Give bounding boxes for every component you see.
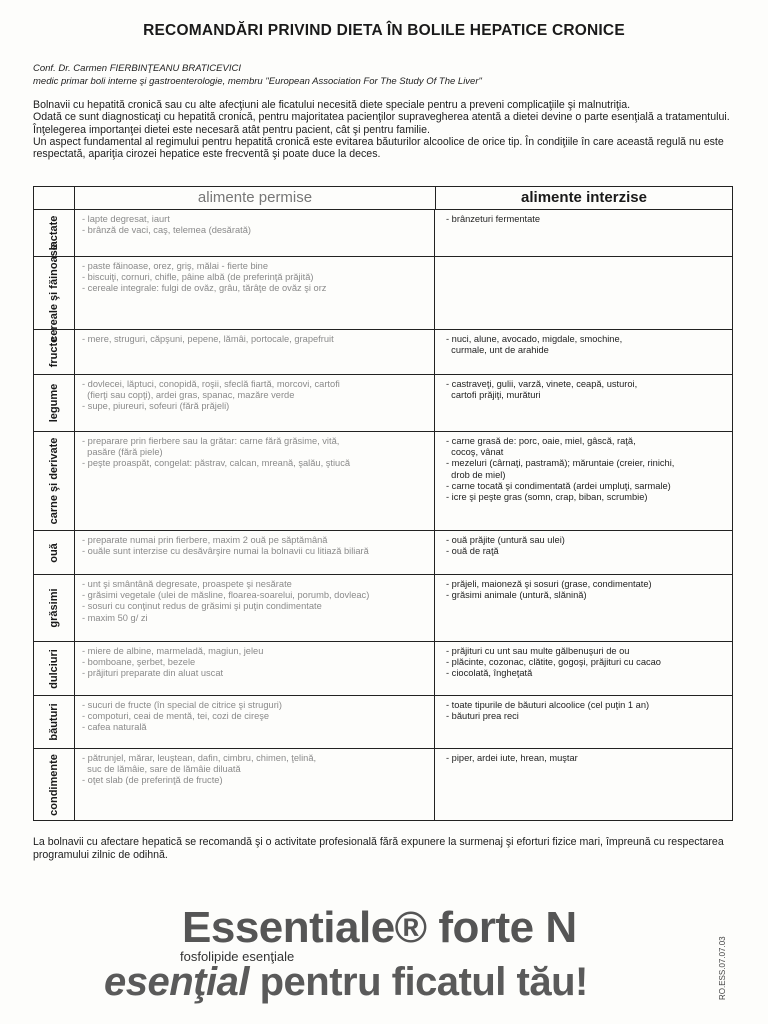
author-block (33, 62, 482, 88)
brand-tagline (104, 960, 588, 1005)
allowed-item: - mere, struguri, căpşuni, pepene, lămâi, portocale, grapefruit (82, 334, 334, 344)
category-cell (34, 432, 75, 530)
table-row (34, 575, 732, 642)
author-role: medic primar boli interne şi gastroenterologie, membru "European Association For The Study Of The Liver" (33, 76, 482, 87)
category-cell (34, 531, 75, 574)
diet-table (33, 186, 733, 821)
allowed-item: - pătrunjel, mărar, leuştean, dafin, cimbru, chimen, ţelină, (82, 753, 317, 763)
brand-subtitle: fosfolipide esenţiale (180, 949, 295, 964)
forbidden-item: - grăsimi animale (untură, slănină) (446, 590, 587, 601)
allowed-item: - oţet slab (de preferinţă de fructe) (82, 775, 223, 786)
allowed-item: - brânză de vaci, caş, telemea (desărată) (82, 225, 251, 236)
forbidden-cell (435, 531, 732, 574)
header-forbidden: alimente interzise (521, 189, 647, 206)
intro-paragraph: Odată ce sunt diagnosticaţi cu hepatită cronică, pentru majoritatea pacienţilor supravegherea atentă a dietei devine o parte esenţială a tratamentului. Înţelegerea importanţei dietei este necesară atât pentru pacient, cât şi pentru familie. (33, 111, 730, 136)
category-cell (34, 696, 75, 748)
allowed-item: suc de lămâie, sare de lămâie diluată (82, 764, 241, 775)
brand-name: Essentiale® forte N (182, 903, 577, 952)
forbidden-cell (435, 575, 732, 641)
forbidden-item: - icre şi peşte gras (somn, crap, biban, scrumbie) (446, 492, 648, 503)
forbidden-cell (435, 210, 732, 256)
allowed-cell (75, 330, 435, 374)
forbidden-item: drob de miel) (446, 469, 506, 480)
allowed-cell (75, 696, 435, 748)
category-cell (34, 749, 75, 820)
category-label: lactate (48, 215, 60, 251)
forbidden-item: - băuturi prea reci (446, 711, 519, 722)
allowed-item: (fierţi sau copţi), ardei gras, spanac, mazăre verde (82, 390, 295, 401)
allowed-item: - grăsimi vegetale (ulei de măsline, floarea-soarelui, porumb, dovleac) (82, 590, 370, 601)
category-label: grăsimi (48, 588, 60, 628)
table-row (34, 432, 732, 531)
allowed-cell (75, 749, 435, 820)
allowed-item: - preparate numai prin fierbere, maxim 2 ouă pe săptămână (82, 535, 328, 545)
forbidden-item: - ouă de raţă (446, 546, 499, 557)
allowed-item: - sosuri cu conţinut redus de grăsimi şi puţin condimentate (82, 601, 322, 612)
table-row (34, 531, 732, 575)
allowed-item: - bomboane, şerbet, bezele (82, 657, 196, 668)
forbidden-item: - carne grasă de: porc, oaie, miel, gâscă, raţă, (446, 436, 636, 446)
forbidden-item: cartofi prăjiţi, murături (446, 390, 541, 401)
allowed-cell (75, 432, 435, 530)
category-label: condimente (48, 753, 60, 816)
forbidden-item: - toate tipurile de băuturi alcoolice (cel puţin 1 an) (446, 700, 650, 710)
table-row (34, 642, 732, 696)
allowed-cell (75, 375, 435, 431)
allowed-item: pasăre (fără piele) (82, 447, 163, 458)
category-label: carne şi derivate (48, 437, 60, 525)
document-title: RECOMANDĂRI PRIVIND DIETA ÎN BOLILE HEPATICE CRONICE (143, 22, 625, 39)
allowed-cell (75, 210, 435, 256)
table-row (34, 696, 732, 749)
category-cell (34, 375, 75, 431)
allowed-item: - maxim 50 g/ zi (82, 612, 148, 623)
allowed-item: - biscuiţi, cornuri, chifle, pâine albă (de preferinţă prăjită) (82, 272, 314, 283)
allowed-item: - sucuri de fructe (în special de citrice şi struguri) (82, 700, 282, 710)
table-row (34, 375, 732, 432)
allowed-item: - prăjituri preparate din aluat uscat (82, 668, 224, 679)
forbidden-cell (435, 749, 732, 820)
header-category-cell (34, 187, 75, 209)
forbidden-item: - mezeluri (cârnaţi, pastramă); măruntaie (creier, rinichi, (446, 458, 675, 469)
forbidden-item: - ouă prăjite (untură sau ulei) (446, 535, 565, 545)
category-label: cereale şi făinoase (48, 244, 60, 342)
forbidden-cell (435, 642, 732, 695)
forbidden-item: curmale, unt de arahide (446, 345, 549, 356)
allowed-item: - lapte degresat, iaurt (82, 214, 170, 224)
table-row (34, 210, 732, 257)
allowed-item: - miere de albine, marmeladă, magiun, jeleu (82, 646, 264, 656)
forbidden-item: - prăjeli, maioneză şi sosuri (grase, condimentate) (446, 579, 652, 589)
closing-text: La bolnavii cu afectare hepatică se recomandă şi o activitate profesională fără expunere la surmenaj şi eforturi fizice mari, împreună cu respectarea programului zilnic de odihnă. (33, 836, 724, 861)
allowed-item: - preparare prin fierbere sau la grătar: carne fără grăsime, vită, (82, 436, 340, 446)
allowed-item: - peşte proaspăt, congelat: păstrav, calcan, mreană, şalău, ştiucă (82, 458, 351, 469)
forbidden-item: - piper, ardei iute, hrean, muştar (446, 753, 578, 763)
forbidden-item: - plăcinte, cozonac, clătite, gogoşi, prăjituri cu cacao (446, 657, 661, 668)
category-cell (34, 244, 75, 342)
author-name: Conf. Dr. Carmen FIERBINŢEANU BRATICEVICI (33, 63, 241, 74)
forbidden-item: - ciocolată, îngheţată (446, 668, 533, 679)
forbidden-item: - carne tocată şi condimentată (ardei umpluţi, sarmale) (446, 480, 671, 491)
category-label: legume (48, 383, 60, 423)
category-label: fructe (48, 336, 60, 368)
category-cell (34, 330, 75, 374)
allowed-item: - ouăle sunt interzise cu desăvârşire numai la bolnavii cu litiază biliară (82, 546, 369, 557)
table-row (34, 330, 732, 375)
forbidden-item: - prăjituri cu unt sau multe gălbenuşuri de ou (446, 646, 630, 656)
forbidden-cell (435, 696, 732, 748)
forbidden-cell (435, 432, 732, 530)
allowed-cell (75, 575, 435, 641)
category-label: băuturi (48, 703, 60, 741)
forbidden-cell (435, 375, 732, 431)
category-cell (34, 642, 75, 695)
allowed-item: - paste făinoase, orez, griş, mălai - fierte bine (82, 261, 269, 271)
forbidden-item: - brânzeturi fermentate (446, 214, 541, 224)
category-cell (34, 575, 75, 641)
allowed-item: - cafea naturală (82, 722, 147, 733)
allowed-item: - dovlecei, lăptuci, conopidă, roşii, sfeclă fiartă, morcovi, cartofi (82, 379, 340, 389)
table-row (34, 749, 732, 820)
allowed-item: - compoturi, ceai de mentă, tei, cozi de cireşe (82, 711, 270, 722)
intro-paragraph: Un aspect fundamental al regimului pentru hepatită cronică este evitarea băuturilor alcoolice de orice tip. În condiţiile în care această regulă nu este respectată, apariţia cirozei hepatice este frecventă şi poate duce la deces. (33, 135, 724, 161)
intro-text (33, 99, 733, 160)
allowed-item: - supe, piureuri, sofeuri (fără prăjeli) (82, 401, 230, 412)
allowed-cell (75, 642, 435, 695)
allowed-cell (75, 257, 435, 329)
tagline-italic: esenţial (104, 960, 249, 1004)
allowed-cell (75, 531, 435, 574)
forbidden-cell (435, 330, 732, 374)
allowed-item: - unt şi smântână degresate, proaspete şi nesărate (82, 579, 292, 589)
document-code: RO.ESS.07.07.03 (718, 936, 727, 1000)
table-body (34, 210, 732, 820)
table-header (34, 187, 732, 210)
header-allowed: alimente permise (75, 187, 436, 209)
forbidden-cell (435, 257, 732, 329)
forbidden-item: cocoş, vânat (446, 447, 504, 458)
tagline-rest: pentru ficatul tău! (248, 960, 588, 1004)
category-label: dulciuri (48, 648, 60, 689)
forbidden-item: - nuci, alune, avocado, migdale, smochine, (446, 334, 623, 344)
forbidden-item: - castraveţi, gulii, varză, vinete, ceapă, usturoi, (446, 379, 638, 389)
allowed-item: - cereale integrale: fulgi de ovăz, grâu, tărâţe de ovăz şi orz (82, 283, 327, 294)
category-label: ouă (48, 542, 60, 563)
intro-paragraph: Bolnavii cu hepatită cronică sau cu alte afecţiuni ale ficatului necesită diete speciale pentru a preveni complicaţiile şi malnutriţia. (33, 99, 631, 111)
